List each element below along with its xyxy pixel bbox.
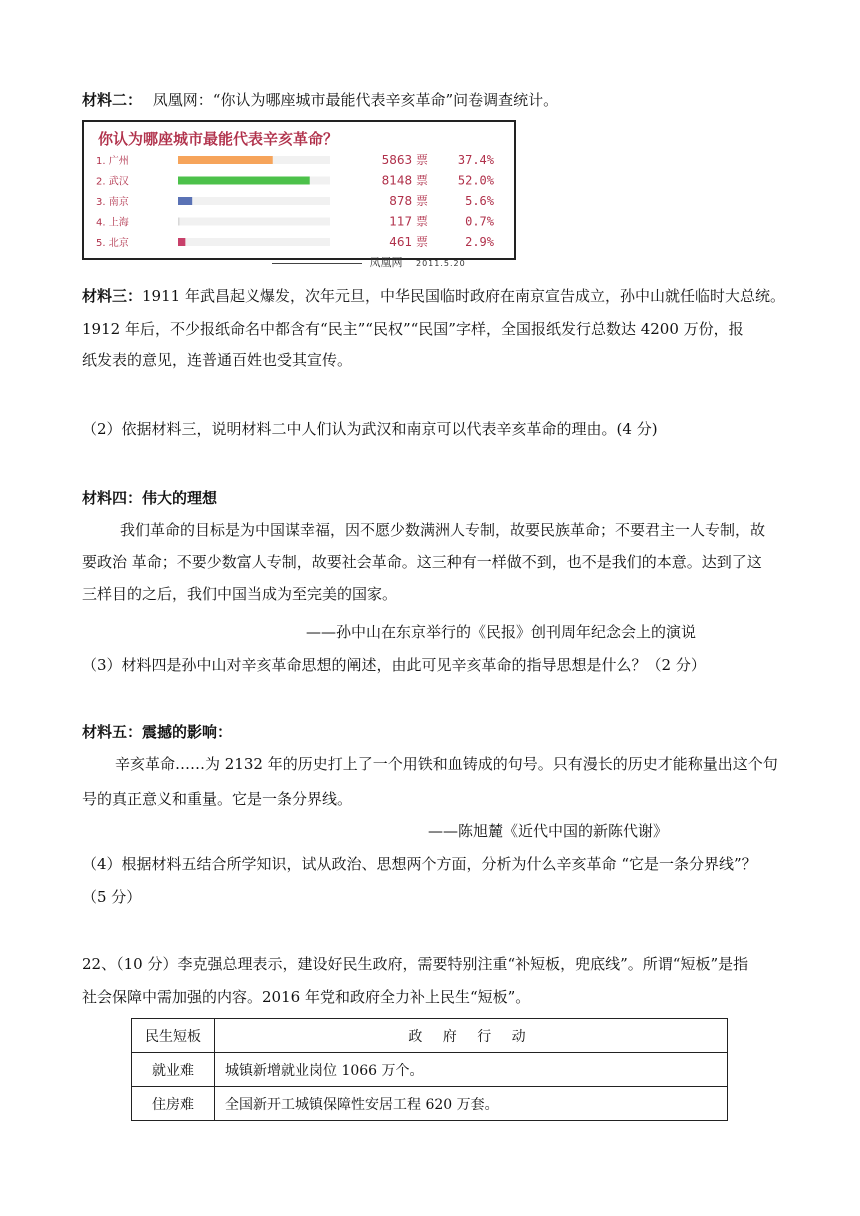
chart-category-label: 5. 北京 [96,238,129,249]
livelihood-table [131,1018,728,1121]
chart-category-label: 2. 武汉 [96,176,129,188]
chart-bar-track [178,197,330,205]
chart-category-label: 4. 上海 [96,217,129,229]
table-cell-action: 全国新开工城镇保障性安居工程 620 万套。 [215,1087,728,1121]
chart-caption [272,254,466,270]
chart-date: 2011.5.20 [416,259,466,268]
question-4-line2: （5 分） [82,888,142,906]
chart-bar [178,218,180,226]
question-22-line1: 22、（10 分）李克强总理表示，建设好民生政府，需要特别注重“补短板，兜底线”。所谓“短板”是指 [82,955,749,973]
chart-percent-label: 52.0% [457,173,494,188]
chart-vote-label: 117 票 [389,214,428,229]
chart-bar [178,238,185,246]
table-row [132,1053,728,1087]
material4-label: 材料四：伟大的理想 [82,489,218,507]
material5-source: ——陈旭麓《近代中国的新陈代谢》 [428,822,669,840]
chart-percent-label: 37.4% [457,153,494,167]
chart-title: 你认为哪座城市最能代表辛亥革命？ [98,130,339,148]
survey-chart [82,120,516,260]
material4-line3: 三样目的之后，我们中国当成为至完美的国家。 [82,585,398,603]
chart-percent-label: 0.7% [465,214,494,229]
table-row [132,1087,728,1121]
table-cell-shortboard: 就业难 [132,1053,215,1087]
chart-vote-label: 878 票 [389,194,428,208]
material4-source: ——孙中山在东京举行的《民报》创刊周年纪念会上的演说 [306,623,697,641]
chart-bar-track [178,238,330,246]
material4-line1: 我们革命的目标是为中国谋幸福，因不愿少数满洲人专制，故要民族革命；不要君主一人专制，故 [120,521,766,539]
chart-bar [178,197,192,205]
material3-label: 材料三： [82,287,143,305]
table-cell-shortboard: 住房难 [132,1087,215,1121]
material3-line3: 纸发表的意见，连普通百姓也受其宣传。 [82,351,353,369]
material2-label: 材料二： [82,91,143,109]
chart-source: 凤凰网 [369,256,403,269]
material3-line1 [82,285,785,306]
question-2: （2）依据材料三，说明材料二中人们认为武汉和南京可以代表辛亥革命的理由。(4 分) [82,420,658,438]
material2-line [82,89,782,110]
table-header-row [132,1019,728,1053]
material3-text1: 1911 年武昌起义爆发，次年元旦，中华民国临时政府在南京宣告成立，孙中山就任临时大总统。 [142,287,785,305]
chart-bar [178,156,273,164]
question-22-line2: 社会保障中需加强的内容。2016 年党和政府全力补上民生“短板”。 [82,988,531,1006]
caption-rule [272,263,362,264]
chart-category-label: 3. 南京 [96,197,129,208]
material2-text: 凤凰网：“你认为哪座城市最能代表辛亥革命”问卷调查统计。 [152,91,559,109]
table-header-shortboard: 民生短板 [132,1019,215,1053]
chart-percent-label: 2.9% [465,235,494,249]
table-header-action: 政 府 行 动 [215,1019,728,1053]
chart-category-label: 1. 广州 [96,156,129,167]
material5-line2: 号的真正意义和重量。它是一条分界线。 [82,790,353,808]
table-cell-action: 城镇新增就业岗位 1066 万个。 [215,1053,728,1087]
question-3: （3）材料四是孙中山对辛亥革命思想的阐述，由此可见辛亥革命的指导思想是什么？（2 分） [82,656,706,674]
chart-rows [96,153,495,249]
chart-vote-label: 8148 票 [381,173,428,188]
material3-line2: 1912 年后，不少报纸命名中都含有“民主”“民权”“民国”字样，全国报纸发行总数达 4200 万份，报 [82,320,744,338]
material4-line2: 要政治 革命；不要少数富人专制，故要社会革命。这三种有一样做不到，也不是我们的本意。达到了这 [82,553,762,571]
question-4-line1: （4）根据材料五结合所学知识，试从政治、思想两个方面，分析为什么辛亥革命 “它是一条分界线”？ [82,855,757,873]
chart-bar [178,177,310,185]
chart-vote-label: 461 票 [389,235,428,249]
survey-chart-svg [84,122,514,258]
chart-bar-track [178,218,330,226]
material5-line1: 辛亥革命……为 2132 年的历史打上了一个用铁和血铸成的句号。只有漫长的历史才能称量出这个句 [115,755,778,773]
material5-label: 材料五：震撼的影响： [82,723,233,741]
chart-percent-label: 5.6% [465,194,494,208]
chart-vote-label: 5863 票 [381,153,428,167]
